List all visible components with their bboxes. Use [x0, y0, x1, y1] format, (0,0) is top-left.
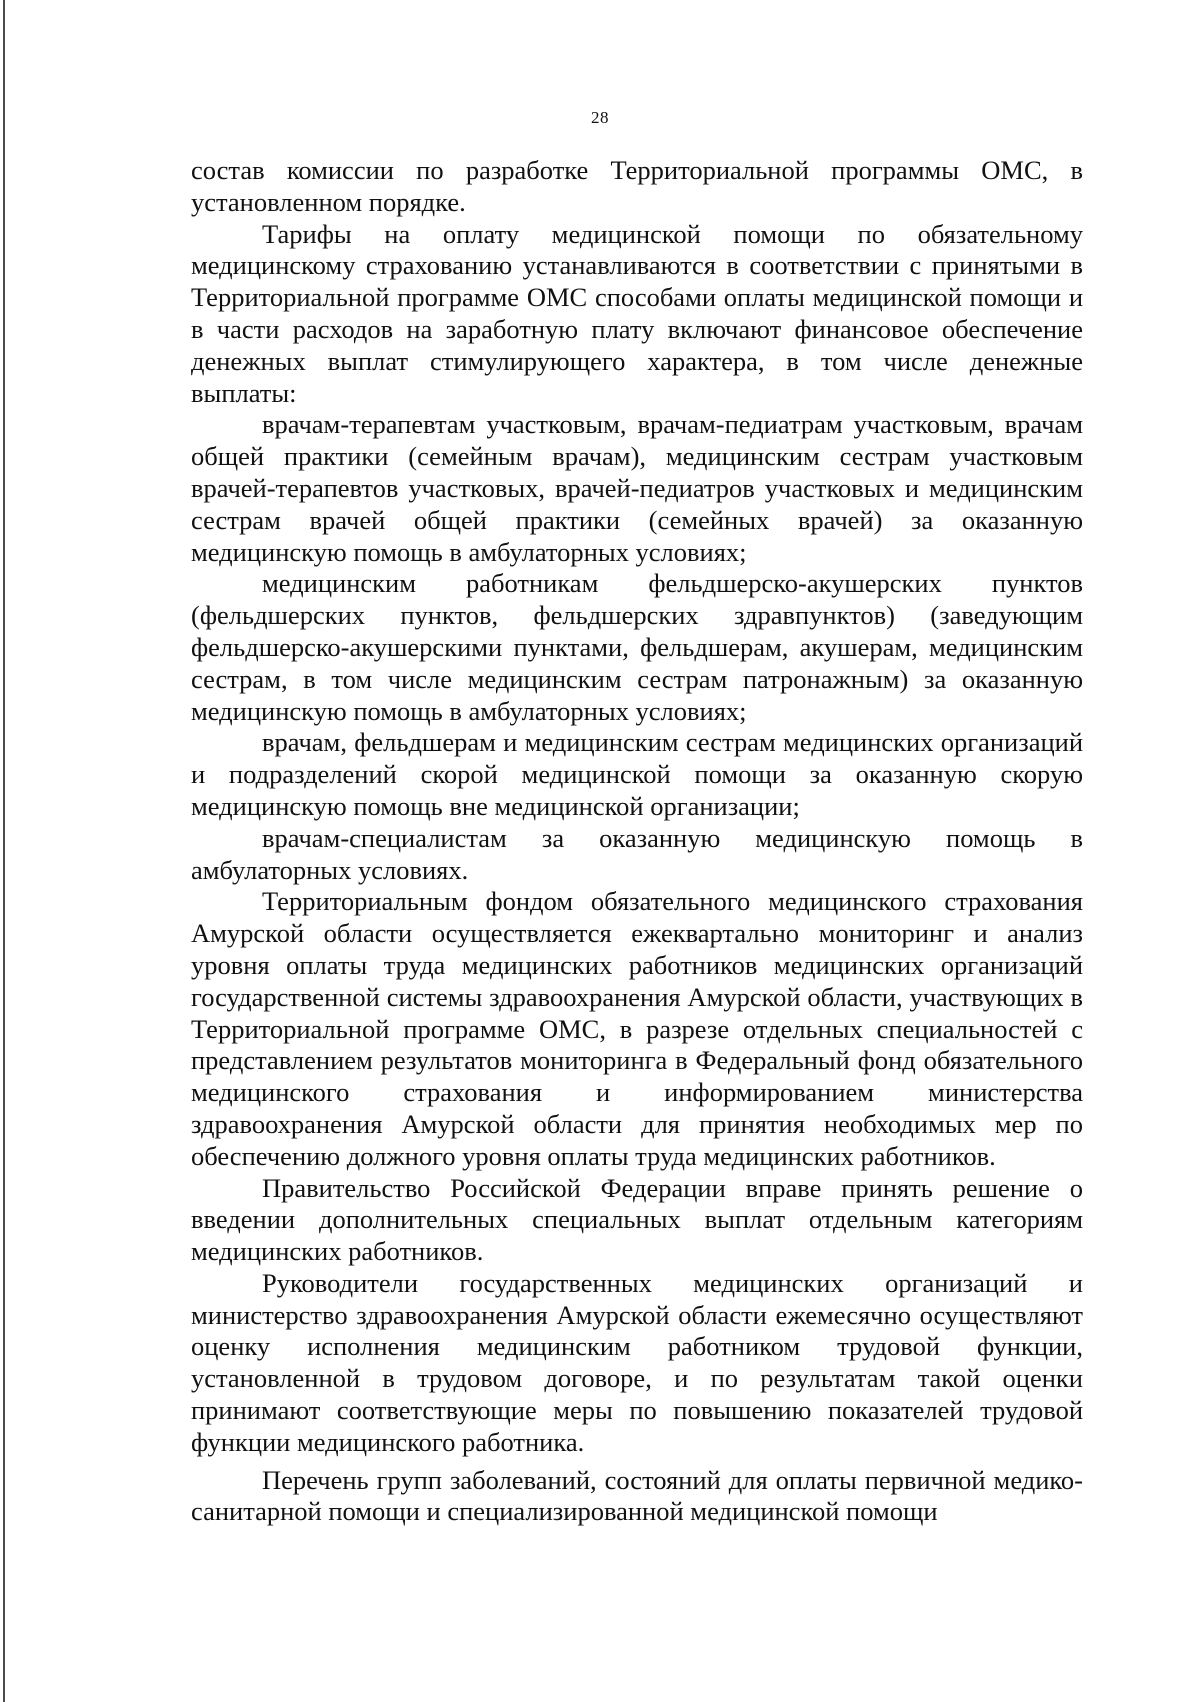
page-number: 28 [591, 108, 609, 127]
paragraph-list-item-specialists: врачам-специалистам за оказанную медицинскую помощь в амбулаторных условиях. [191, 822, 1083, 885]
document-body [191, 155, 1083, 1528]
paragraph-government: Правительство Российской Федерации вправе принять решение о введении дополнительных специальных выплат отдельным категориям медицинских работников. [191, 1172, 1083, 1267]
paragraph-continuation: состав комиссии по разработке Территориальной программы ОМС, в установленном порядке. [191, 155, 1083, 217]
paragraph-monitoring: Территориальным фондом обязательного медицинского страхования Амурской области осуществляется ежеквартально мониторинг и анализ уровня оплаты труда медицинских работников медицинских организаций государственной системы здравоохранения Амурской области, участвующих в Территориальной программе ОМС, в разрезе отдельных специальностей с представлением результатов мониторинга в Федеральный фонд обязательного медицинского страхования и информированием министерства здравоохранения Амурской области для принятия необходимых мер по обеспечению должного уровня оплаты труда медицинских работников. [191, 886, 1083, 1171]
scan-edge-line [3, 0, 5, 1702]
paragraph-list-item-feldsher-points: медицинским работникам фельдшерско-акушерских пунктов (фельдшерских пунктов, фельдшерских здравпунктов) (заведующим фельдшерско-акушерскими пунктами, фельдшерам, акушерам, медицинским сестрам, в том числе медицинским сестрам патронажным) за оказанную медицинскую помощь в амбулаторных условиях; [191, 568, 1083, 726]
paragraph-tariffs: Тарифы на оплату медицинской помощи по обязательному медицинскому страхованию устанавливаются в соответствии с принятыми в Территориальной программе ОМС способами оплаты медицинской помощи и в части расходов на заработную плату включают финансовое обеспечение денежных выплат стимулирующего характера, в том числе денежные выплаты: [191, 218, 1083, 408]
paragraph-managers: Руководители государственных медицинских организаций и министерство здравоохранения Амурской области ежемесячно осуществляют оценку исполнения медицинским работником трудовой функции, установленной в трудовом договоре, и по результатам такой оценки принимают соответствующие меры по повышению показателей трудовой функции медицинского работника. [191, 1267, 1083, 1457]
paragraph-disease-groups: Перечень групп заболеваний, состояний для оплаты первичной медико-санитарной помощи и специализированной медицинской помощи [191, 1464, 1083, 1527]
paragraph-list-item-emergency: врачам, фельдшерам и медицинским сестрам медицинских организаций и подразделений скорой медицинской помощи за оказанную скорую медицинскую помощь вне медицинской организации; [191, 727, 1083, 821]
paragraph-list-item-therapists: врачам-терапевтам участковым, врачам-педиатрам участковым, врачам общей практики (семейным врачам), медицинским сестрам участковым врачей-терапевтов участковых, врачей-педиатров участковых и медицинским сестрам врачей общей практики (семейных врачей) за оказанную медицинскую помощь в амбулаторных условиях; [191, 409, 1083, 567]
